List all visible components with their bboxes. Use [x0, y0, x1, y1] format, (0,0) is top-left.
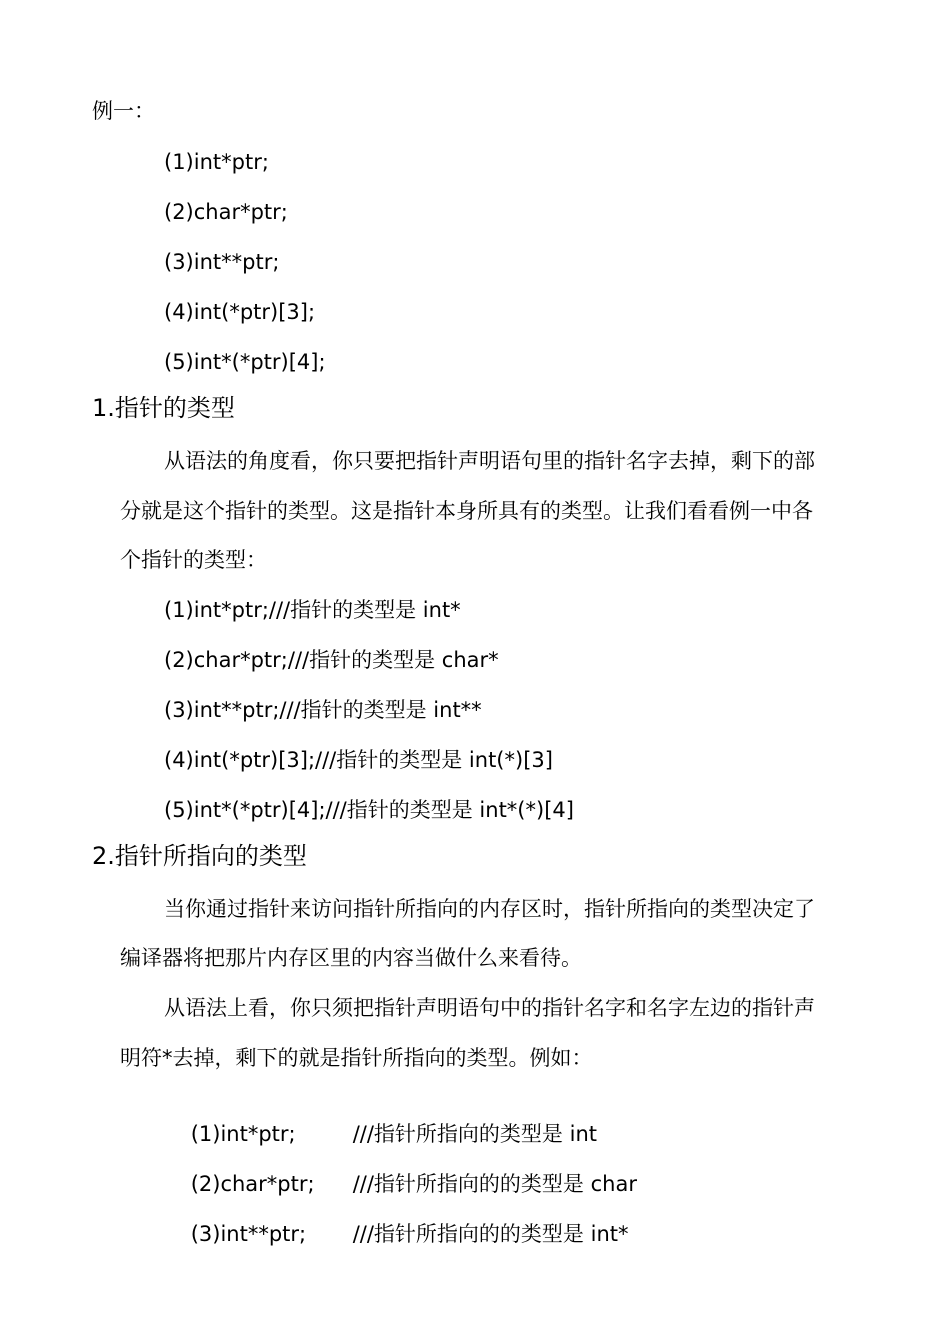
section2-para1-line-1: 当你通过指针来访问指针所指向的内存区时，指针所指向的类型决定了: [164, 897, 815, 921]
example-decl-1: (1)int*ptr;: [164, 150, 269, 174]
section2-item-2-comment: ///指针所指向的的类型是 char: [352, 1172, 637, 1196]
section1-heading: 1.指针的类型: [92, 394, 235, 422]
section2-item-1-code: (1)int*ptr;: [190, 1122, 296, 1146]
section2-item-1-comment: ///指针所指向的类型是 int: [352, 1122, 597, 1146]
example-decl-3: (3)int**ptr;: [164, 250, 280, 274]
section2-para2-line-2: 明符*去掉，剩下的就是指针所指向的类型。例如：: [120, 1046, 593, 1070]
section1-item-2: (2)char*ptr;///指针的类型是 char*: [164, 648, 499, 672]
section2-heading: 2.指针所指向的类型: [92, 842, 307, 870]
section2-item-2-code: (2)char*ptr;: [190, 1172, 315, 1196]
example-decl-2: (2)char*ptr;: [164, 200, 288, 224]
section1-para-line-1: 从语法的角度看，你只要把指针声明语句里的指针名字去掉，剩下的部: [164, 449, 815, 473]
section1-item-3: (3)int**ptr;///指针的类型是 int**: [164, 698, 482, 722]
section2-para2-line-1: 从语法上看，你只须把指针声明语句中的指针名字和名字左边的指针声: [164, 996, 815, 1020]
example-decl-4: (4)int(*ptr)[3];: [164, 300, 316, 324]
section1-item-4: (4)int(*ptr)[3];///指针的类型是 int(*)[3]: [164, 748, 553, 772]
example-decl-5: (5)int*(*ptr)[4];: [164, 350, 326, 374]
section2-item-3-code: (3)int**ptr;: [190, 1222, 307, 1246]
section1-item-5: (5)int*(*ptr)[4];///指针的类型是 int*(*)[4]: [164, 798, 574, 822]
section1-para-line-3: 个指针的类型：: [120, 548, 267, 572]
section2-para1-line-2: 编译器将把那片内存区里的内容当做什么来看待。: [120, 946, 582, 970]
example-label: 例一：: [92, 99, 155, 123]
section1-item-1: (1)int*ptr;///指针的类型是 int*: [164, 598, 461, 622]
section2-item-3: [164, 1195, 628, 1273]
section1-para-line-2: 分就是这个指针的类型。这是指针本身所具有的类型。让我们看看例一中各: [120, 499, 813, 523]
section2-item-3-comment: ///指针所指向的的类型是 int*: [352, 1222, 629, 1246]
